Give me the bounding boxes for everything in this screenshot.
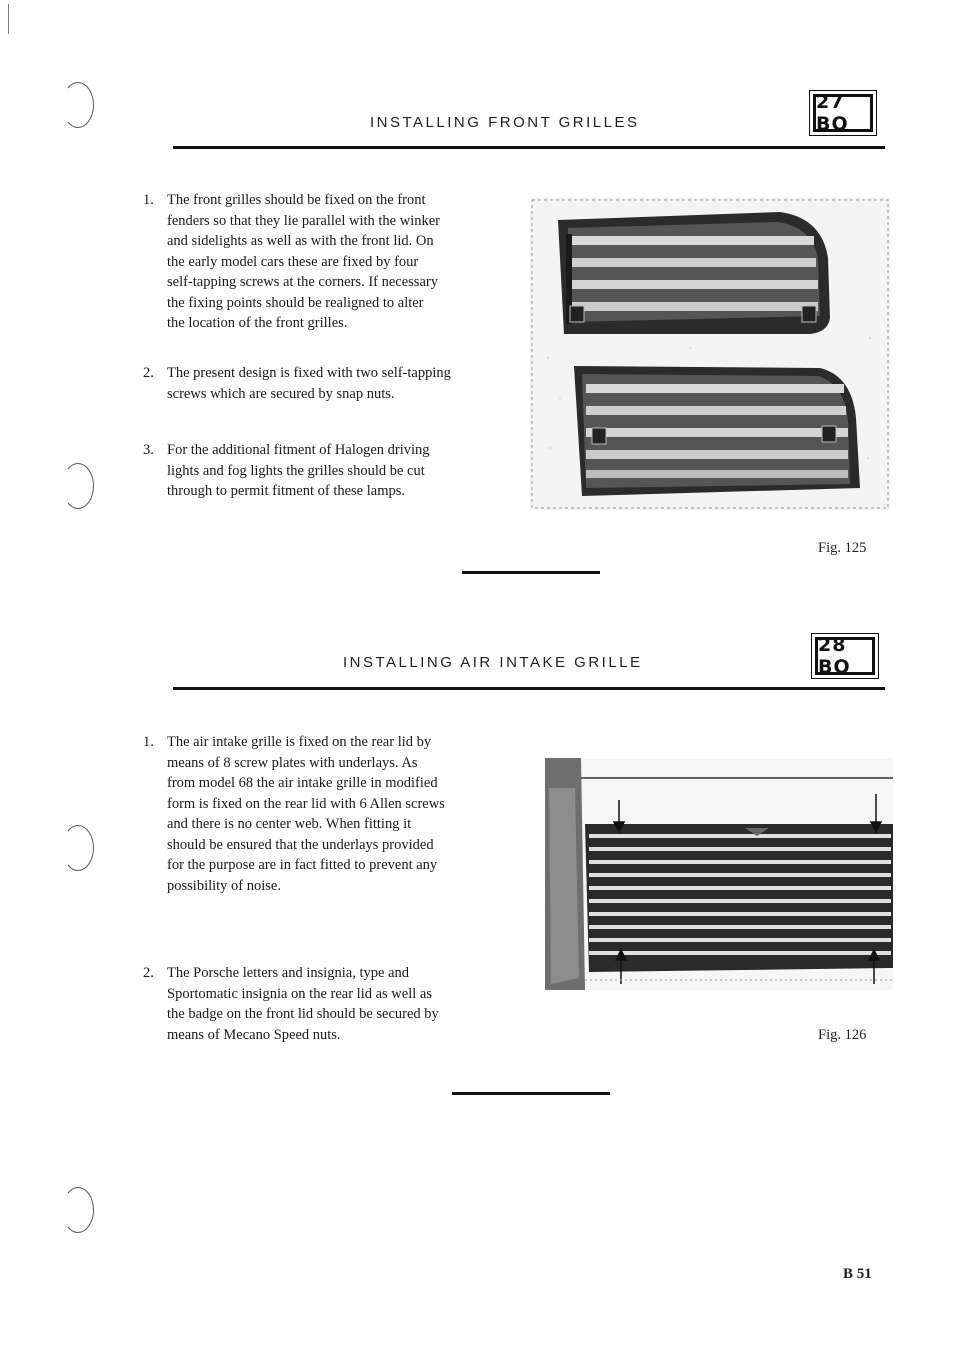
text-line: from model 68 the air intake grille in modified [167, 775, 438, 791]
lower-grille [574, 366, 860, 496]
punch-hole [62, 82, 94, 128]
text-line: screws which are secured by snap nuts. [167, 385, 395, 402]
section-title: INSTALLING FRONT GRILLES [370, 114, 640, 131]
punch-hole [62, 825, 94, 871]
text-line: should be ensured that the underlays provided [167, 836, 434, 853]
text-line: and there is no center web. When fitting it [167, 816, 412, 832]
section-code-badge: 27 BO [813, 94, 873, 132]
section-end-rule [462, 571, 600, 574]
text-line: means of Mecano Speed nuts. [167, 1026, 341, 1043]
front-grilles-photo [530, 198, 890, 510]
section-divider [173, 687, 885, 690]
text-line: The Porsche letters and insignia, type and [167, 965, 410, 981]
section-end-rule [452, 1092, 610, 1095]
section-title: INSTALLING AIR INTAKE GRILLE [343, 654, 643, 671]
text-line: fenders so that they lie parallel with the winker [167, 212, 440, 229]
text-line: the fixing points should be realigned to alter [167, 294, 424, 311]
text-line: the early model cars these are fixed by four [167, 253, 419, 270]
item-number: 3. [143, 442, 154, 458]
figure-caption: Fig. 125 [818, 540, 867, 556]
page-number: B 51 [843, 1266, 872, 1282]
text-line: and sidelights as well as with the front lid. On [167, 233, 434, 249]
margin-mark [8, 4, 9, 34]
item-number: 1. [143, 734, 154, 750]
front-grilles-image [530, 198, 890, 510]
section-code-badge: 28 BO [815, 637, 875, 675]
air-intake-grille-photo [545, 758, 893, 990]
item-number: 2. [143, 365, 154, 381]
text-line: The present design is fixed with two self-tapping [167, 365, 451, 381]
text-line: self-tapping screws at the corners. If necessary [167, 274, 438, 290]
text-line: the badge on the front lid should be secured by [167, 1006, 439, 1022]
upper-grille [558, 212, 830, 334]
text-line: The front grilles should be fixed on the front [167, 192, 426, 208]
text-line: The air intake grille is fixed on the rear lid by [167, 734, 432, 750]
item-number: 2. [143, 965, 154, 981]
text-line: through to permit fitment of these lamps. [167, 483, 405, 499]
text-line: lights and fog lights the grilles should be cut [167, 462, 425, 479]
text-line: the location of the front grilles. [167, 315, 348, 331]
text-line: for the purpose are in fact fitted to prevent any [167, 857, 438, 873]
text-line: For the additional fitment of Halogen driving [167, 442, 430, 458]
text-line: possibility of noise. [167, 877, 281, 894]
punch-hole [62, 1187, 94, 1233]
air-intake-grille-image [545, 758, 893, 990]
section-divider [173, 146, 885, 149]
punch-hole [62, 463, 94, 509]
text-line: means of 8 screw plates with underlays. As [167, 754, 418, 771]
text-line: form is fixed on the rear lid with 6 Allen screws [167, 795, 445, 812]
item-number: 1. [143, 192, 154, 208]
figure-caption: Fig. 126 [818, 1027, 867, 1043]
text-line: Sportomatic insignia on the rear lid as well as [167, 985, 432, 1002]
